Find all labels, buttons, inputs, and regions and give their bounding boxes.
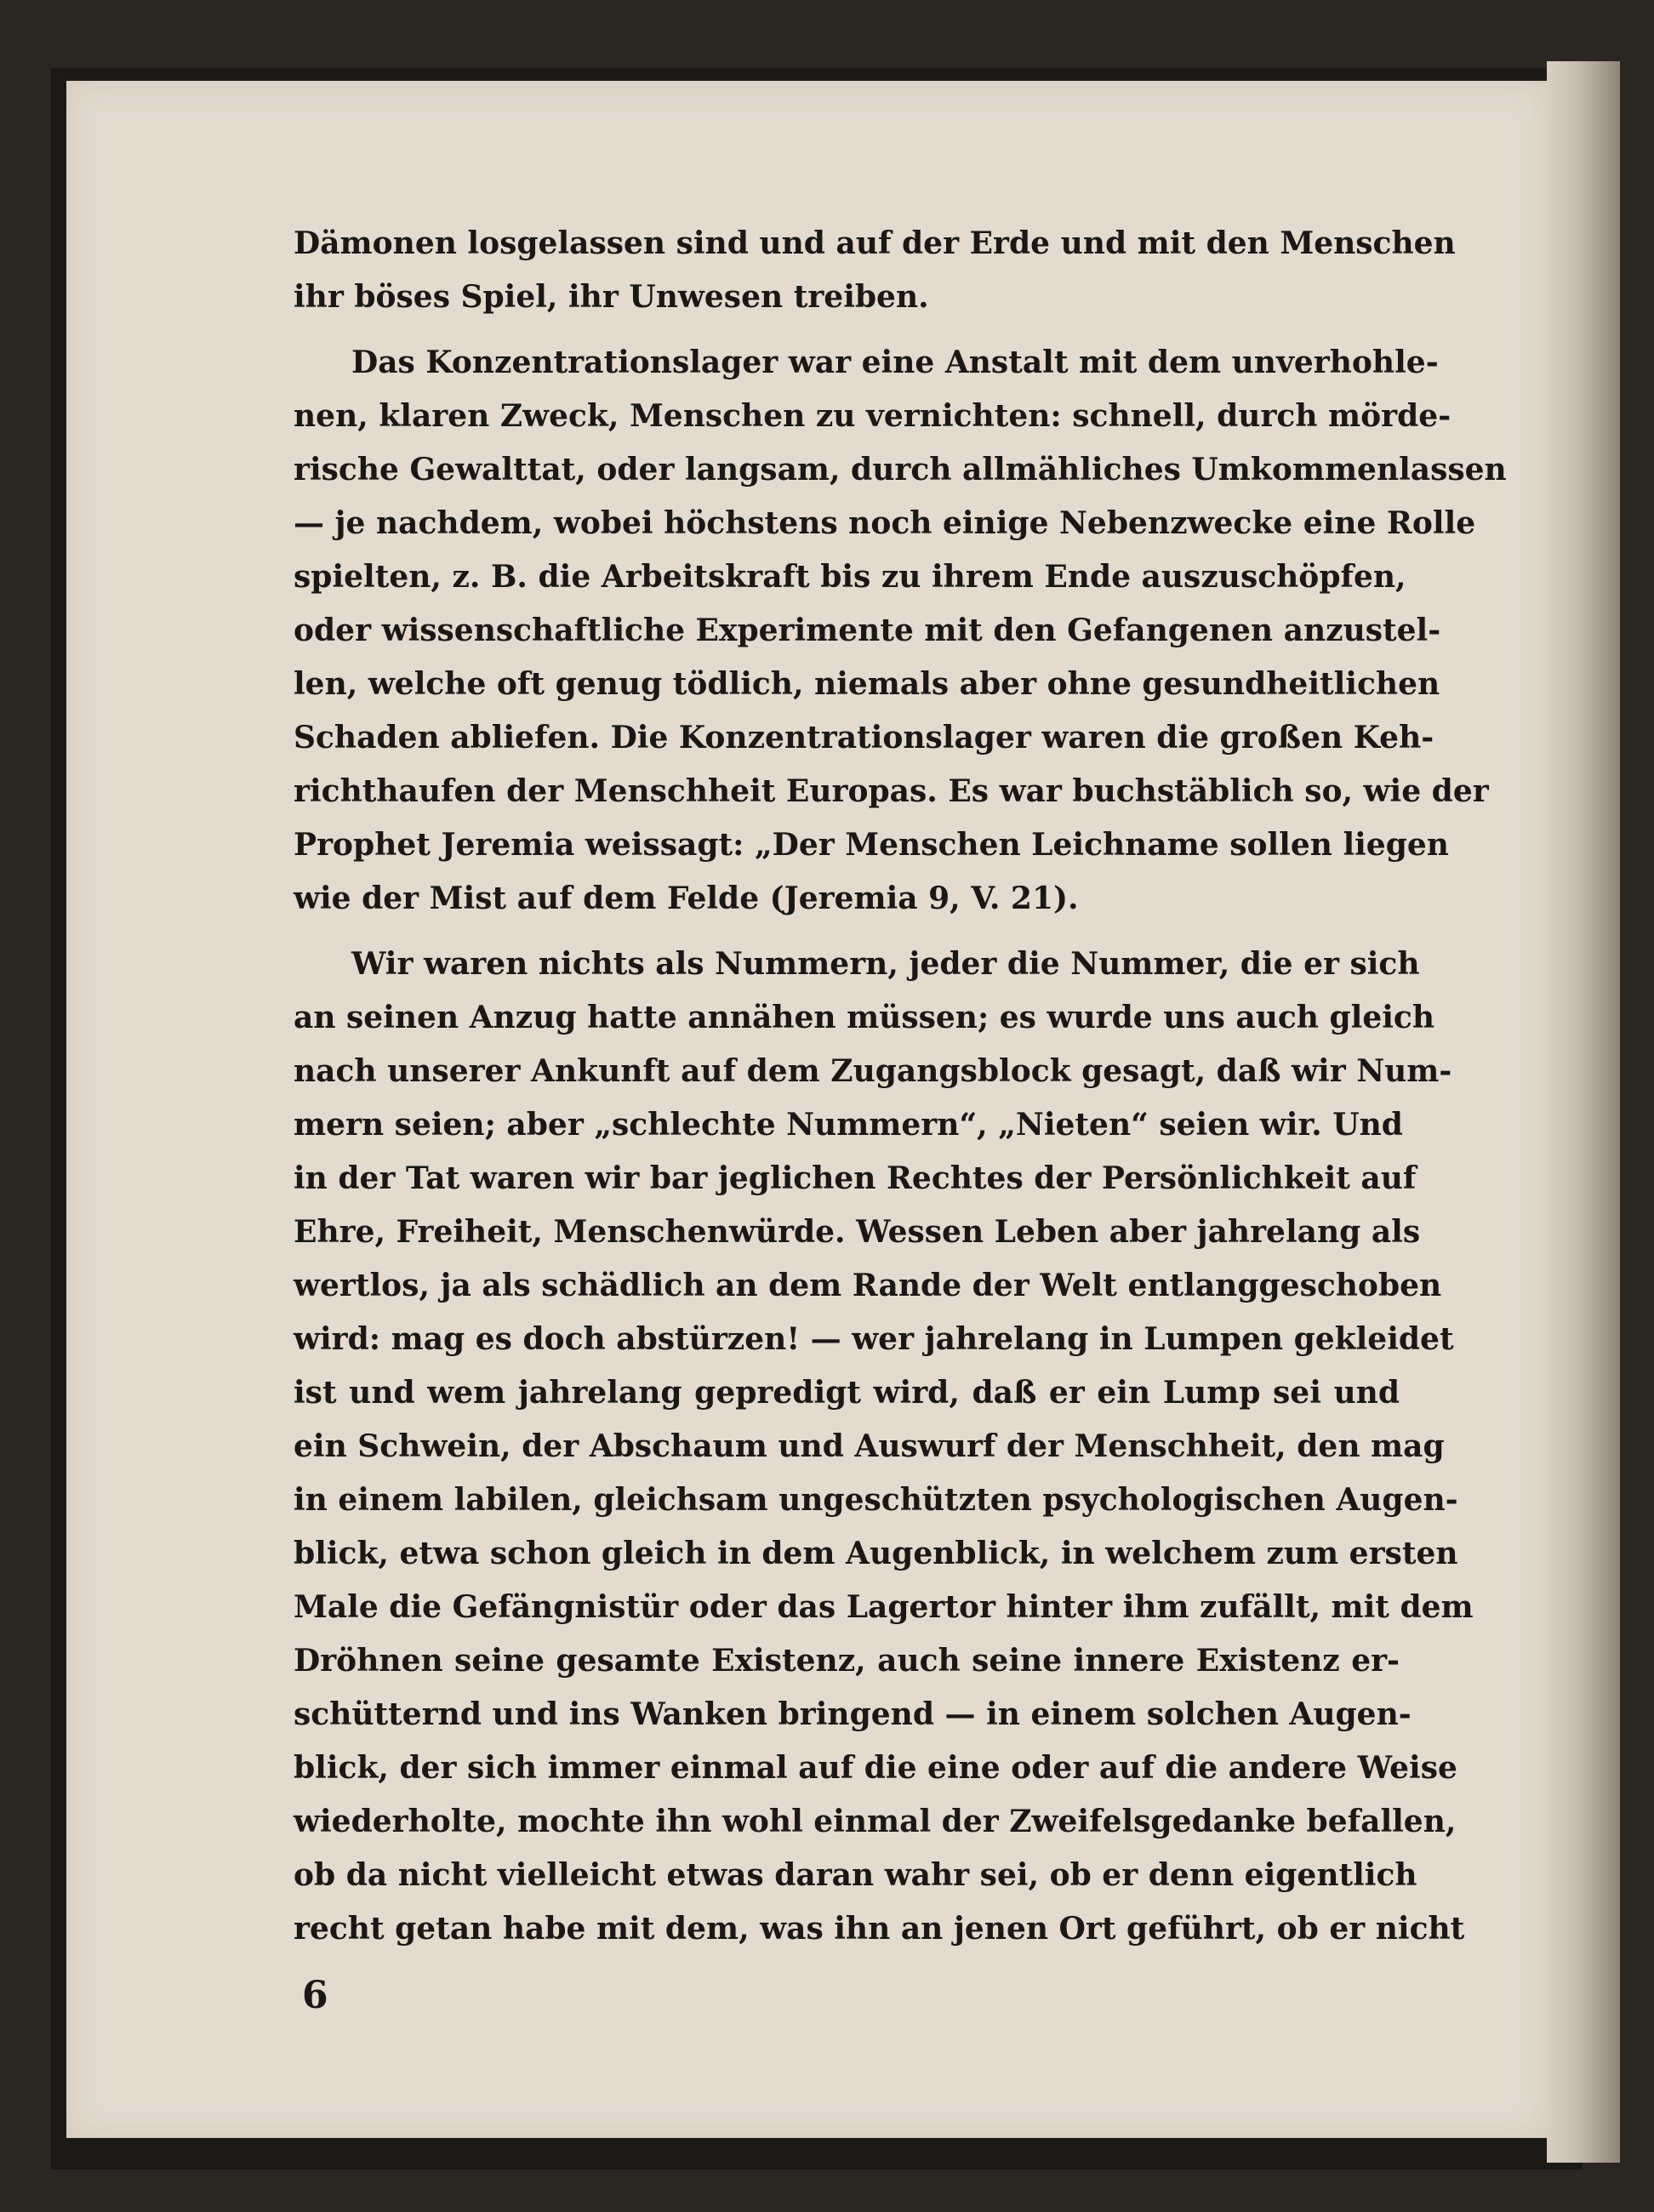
text-line: an seinen Anzug hatte annähen müssen; es wurde uns auch gleich <box>294 1000 1435 1035</box>
text-line: schütternd und ins Wanken bringend — in einem solchen Augen- <box>294 1696 1412 1732</box>
text-line: recht getan habe mit dem, was ihn an jenen Ort geführt, ob er nicht <box>294 1911 1465 1947</box>
text-line: wird: mag es doch abstürzen! — wer jahrelang in Lumpen gekleidet <box>294 1321 1454 1357</box>
text-line: Male die Gefängnistür oder das Lagertor hinter ihm zufällt, mit dem <box>294 1589 1474 1625</box>
page-number: 6 <box>302 1974 328 2017</box>
text-line: wiederholte, mochte ihn wohl einmal der Zweifelsgedanke befallen, <box>294 1804 1457 1839</box>
text-line: ein Schwein, der Abschaum und Auswurf der Menschheit, den mag <box>294 1428 1445 1464</box>
text-line: len, welche oft genug tödlich, niemals aber ohne gesundheitlichen <box>294 666 1440 702</box>
text-line: Dämonen losgelassen sind und auf der Erde und mit den Menschen <box>294 225 1456 261</box>
text-line: Das Konzentrationslager war eine Anstalt mit dem unverhohle- <box>351 345 1439 380</box>
text-line: nach unserer Ankunft auf dem Zugangsblock gesagt, daß wir Num- <box>294 1053 1452 1089</box>
text-line: blick, der sich immer einmal auf die eine oder auf die andere Weise <box>294 1750 1457 1786</box>
text-line: wie der Mist auf dem Felde (Jeremia 9, V. 21). <box>294 881 1079 916</box>
text-line: — je nachdem, wobei höchstens noch einige Nebenzwecke eine Rolle <box>294 505 1476 541</box>
text-line: ist und wem jahrelang gepredigt wird, daß er ein Lump sei und <box>294 1375 1400 1411</box>
text-line: Schaden abliefen. Die Konzentrationslager waren die großen Keh- <box>294 720 1434 755</box>
text-line: Dröhnen seine gesamte Existenz, auch seine innere Existenz er- <box>294 1643 1400 1679</box>
text-line: mern seien; aber „schlechte Nummern“, „Nieten“ seien wir. Und <box>294 1107 1403 1143</box>
text-line: in der Tat waren wir bar jeglichen Rechtes der Persönlichkeit auf <box>294 1160 1417 1196</box>
text-line: richthaufen der Menschheit Europas. Es war buchstäblich so, wie der <box>294 773 1489 809</box>
text-line: Prophet Jeremia weissagt: „Der Menschen Leichname sollen liegen <box>294 827 1449 863</box>
text-line: oder wissenschaftliche Experimente mit den Gefangenen anzustel- <box>294 613 1441 648</box>
text-line: rische Gewalttat, oder langsam, durch allmähliches Umkommenlassen <box>294 452 1507 487</box>
text-line: blick, etwa schon gleich in dem Augenblick, in welchem zum ersten <box>294 1536 1458 1571</box>
text-line: ihr böses Spiel, ihr Unwesen treiben. <box>294 279 929 315</box>
body-text <box>294 217 1507 1956</box>
text-line: Ehre, Freiheit, Menschenwürde. Wessen Leben aber jahrelang als <box>294 1214 1421 1250</box>
text-line: spielten, z. B. die Arbeitskraft bis zu ihrem Ende auszuschöpfen, <box>294 559 1406 595</box>
text-line: wertlos, ja als schädlich an dem Rande der Welt entlanggeschoben <box>294 1268 1442 1303</box>
text-line: Wir waren nichts als Nummern, jeder die Nummer, die er sich <box>351 946 1420 982</box>
page-fold <box>1547 61 1620 2163</box>
text-line: in einem labilen, gleichsam ungeschützten psychologischen Augen- <box>294 1482 1458 1518</box>
text-line: ob da nicht vielleicht etwas daran wahr sei, ob er denn eigentlich <box>294 1857 1417 1893</box>
text-line: nen, klaren Zweck, Menschen zu vernichten: schnell, durch mörde- <box>294 398 1452 434</box>
